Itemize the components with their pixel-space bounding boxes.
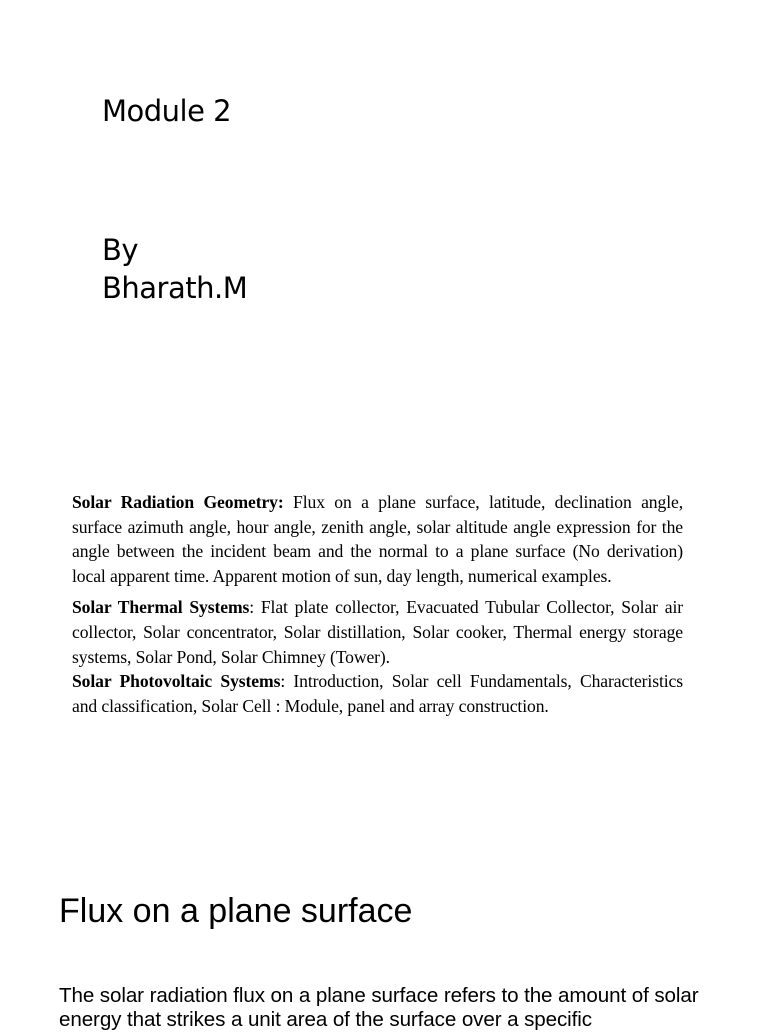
author-block <box>102 231 247 307</box>
author-by-line: By <box>102 233 139 267</box>
flux-section-body: The solar radiation flux on a plane surface refers to the amount of solar energy that strikes a unit area of the surface over a specific <box>59 984 699 1031</box>
syllabus-section-radiation-geometry <box>72 490 683 588</box>
section-separator <box>284 492 293 512</box>
section-body: Flat plate collector, Evacuated Tubular Collector, Solar air collector, Solar concentrator, Solar distillation, Solar cooker, Thermal energy storage systems, Solar Pond, Solar Chimney (Tower). <box>72 597 683 667</box>
syllabus-section-photovoltaic-systems <box>72 669 683 718</box>
section-heading: Solar Thermal Systems <box>72 597 250 618</box>
section-body: Introduction, Solar cell Fundamentals, Characteristics and classification, Solar Cell : Module, panel and array construction. <box>72 671 683 716</box>
syllabus-block <box>72 490 683 718</box>
section-separator: : <box>280 671 294 692</box>
section-separator: : <box>249 597 261 618</box>
syllabus-section-thermal-systems <box>72 595 683 669</box>
flux-section-heading: Flux on a plane surface <box>59 892 413 930</box>
module-title: Module 2 <box>102 94 232 129</box>
section-heading: Solar Radiation Geometry: <box>72 492 284 512</box>
section-body: Flux on a plane surface, latitude, declination angle, surface azimuth angle, hour angle, zenith angle, solar altitude angle expression for the angle between the incident beam and the normal to a plane surface (No derivation) local apparent time. Apparent motion of sun, day length, numerical examples. <box>72 492 683 586</box>
author-name: Bharath.M <box>102 271 248 305</box>
section-heading: Solar Photovoltaic Systems <box>72 671 281 692</box>
